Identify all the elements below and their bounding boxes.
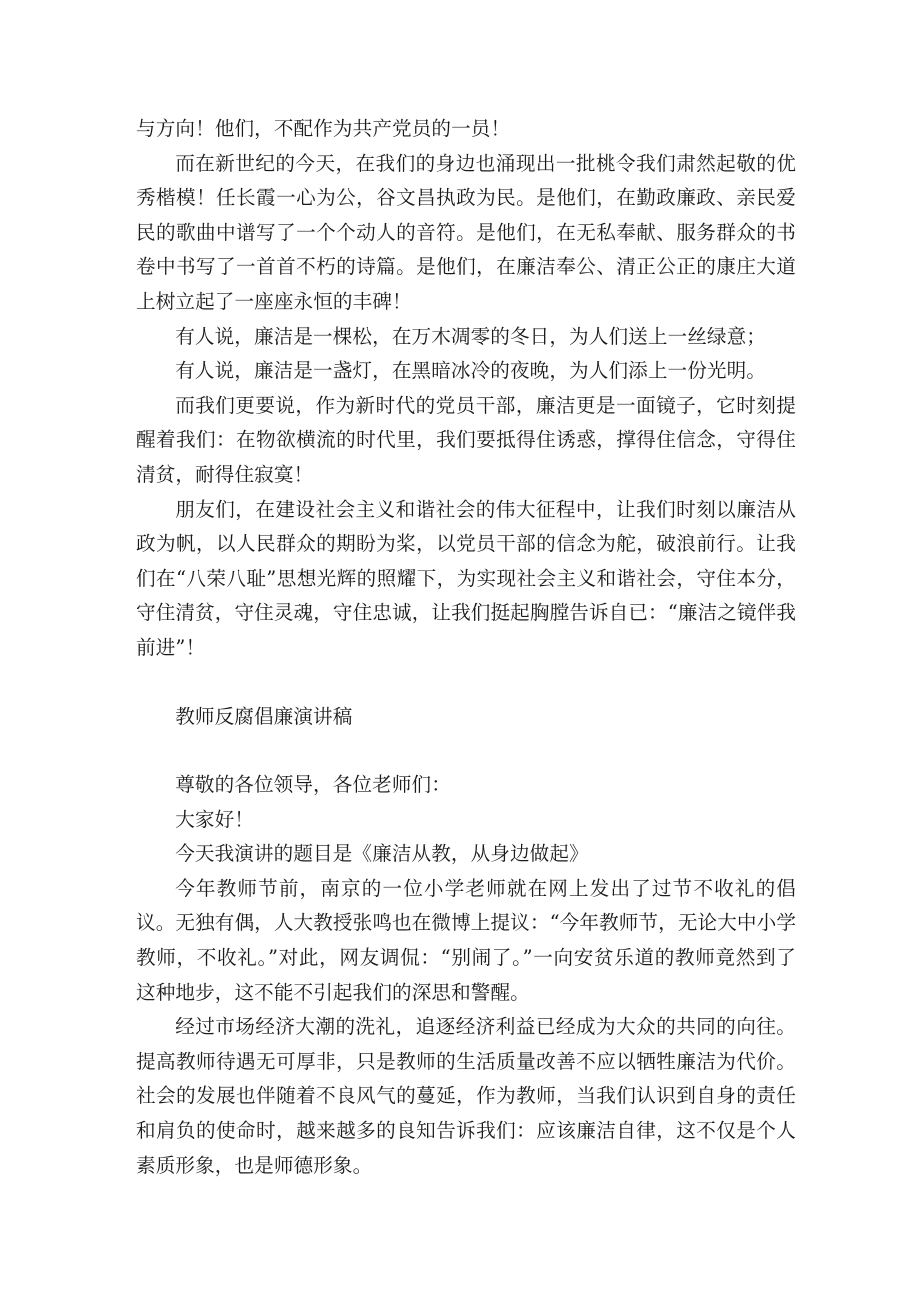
paragraph: 朋友们，在建设社会主义和谐社会的伟大征程中，让我们时刻以廉洁从政为帆，以人民群众的期盼为桨，以党员干部的信念为舵，破浪前行。让我们在“八荣八耻”思想光辉的照耀下，为实现社会主义和谐社会，守住本分，守住清贫，守住灵魂，守住忠诚，让我们挺起胸膛告诉自已：“廉洁之镜伴我前进”！: [136, 497, 797, 659]
paragraph: 经过市场经济大潮的洗礼，追逐经济利益已经成为大众的共同的向往。提高教师待遇无可厚非，只是教师的生活质量改善不应以牺牲廉洁为代价。社会的发展也伴随着不良风气的蔓延，作为教师，当我们认识到自身的责任和肩负的使命时，越来越多的良知告诉我们：应该廉洁自律，这不仅是个人素质形象，也是师德形象。: [136, 1015, 796, 1177]
paragraph: 而在新世纪的今天，在我们的身边也涌现出一批桃令我们肃然起敬的优秀楷模！任长霞一心为公，谷文昌执政为民。是他们，在勤政廉政、亲民爱民的歌曲中谱写了一个个动人的音符。是他们，在无私奉献、服务群众的书卷中书写了一首首不朽的诗篇。是他们，在廉洁奉公、清正公正的康庄大道上树立起了一座座永恒的丰碑！: [136, 151, 796, 313]
salutation: 尊敬的各位领导，各位老师们：: [175, 773, 451, 797]
speech-topic: 今天我演讲的题目是《廉洁从教，从身边做起》: [175, 842, 589, 866]
paragraph: 而我们更要说，作为新时代的党员干部，廉洁更是一面镜子，它时刻提醒着我们：在物欲横流的时代里，我们要抵得住诱惑，撑得住信念，守得住清贫，耐得住寂寞！: [136, 393, 796, 486]
section-title: 教师反腐倡廉演讲稿: [175, 704, 353, 728]
document-body: [136, 112, 796, 1183]
greeting: 大家好！: [175, 807, 254, 831]
paragraph: 有人说，廉洁是一盏灯，在黑暗冰冷的夜晚，为人们添上一份光明。: [175, 359, 766, 383]
paragraph: 有人说，廉洁是一棵松，在万木凋零的冬日，为人们送上一丝绿意；: [175, 324, 766, 348]
paragraph: 与方向！他们，不配作为共产党员的一员！: [136, 117, 511, 140]
paragraph: 今年教师节前，南京的一位小学老师就在网上发出了过节不收礼的倡议。无独有偶，人大教授张鸣也在微博上提议：“今年教师节，无论大中小学教师，不收礼。”对此，网友调侃：“别闹了。”一向安贫乐道的教师竟然到了这种地步，这不能不引起我们的深思和警醒。: [136, 876, 797, 1004]
